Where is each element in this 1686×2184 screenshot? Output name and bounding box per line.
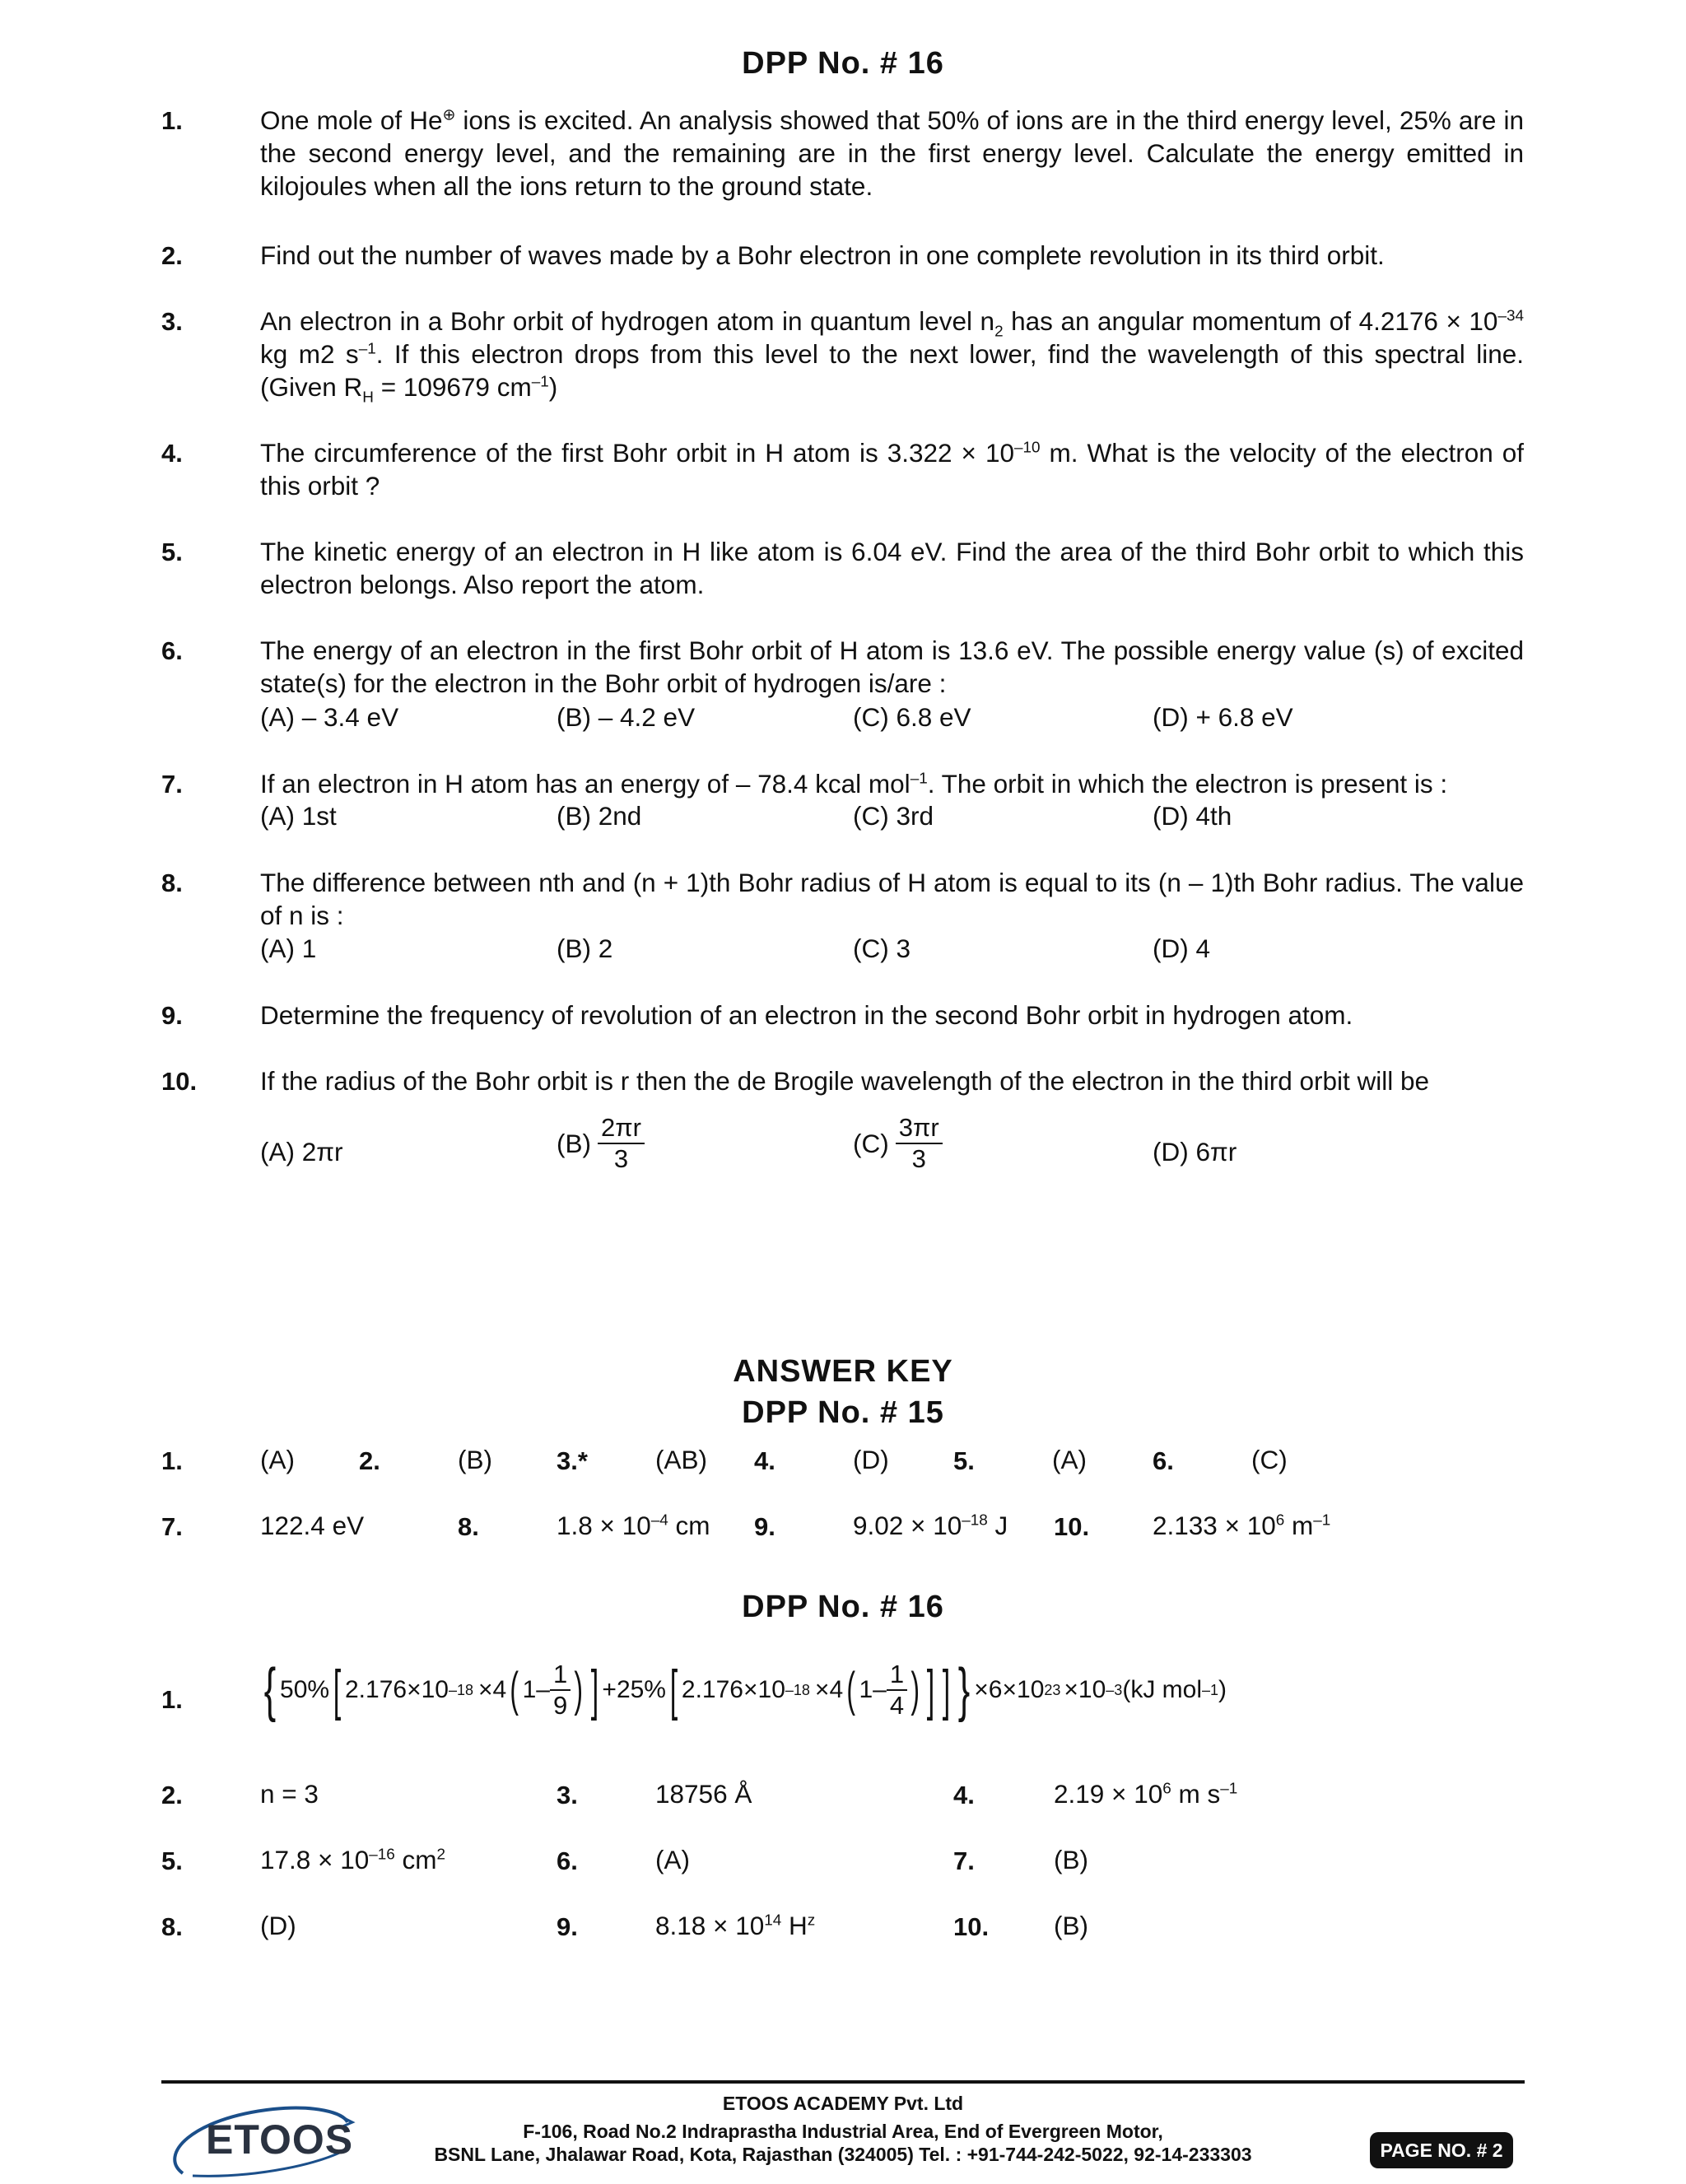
fraction: $\frac{2\pi r}{3}$ — [598, 1113, 645, 1174]
option-a: (A) 1 — [260, 934, 317, 963]
answer-number: 7. — [953, 1846, 975, 1875]
question-number: 5. — [161, 538, 183, 566]
answer-value: (D) — [853, 1445, 889, 1474]
question-number: 10. — [161, 1067, 198, 1096]
option-a: (A) 2πr — [260, 1137, 343, 1167]
question-number: 1. — [161, 106, 183, 135]
answer-number: 6. — [557, 1846, 578, 1875]
question-text: The difference between nth and (n + 1)th Bohr radius of H atom is equal to its (n – 1)th Bohr radius. The value of n is : — [260, 868, 1524, 930]
question-text: If the radius of the Bohr orbit is r then the de Brogile wavelength of the electron in the third orbit will be — [260, 1066, 1430, 1096]
answer-value: $17.8 \times 10^{-16}$ $cm^2$ — [260, 1845, 446, 1874]
answer-key-dpp15-title: DPP No. # 15 — [742, 1395, 944, 1430]
answer-formula: { 50% [ 2.176 ×10 –18 ×4 ( 1– $\frac{1}{9}$ ) ] +25% [ 2.176 ×10 –18 ×4 ( 1– $\frac{1}{4}$ ) ] ] } ×6×10 23 ×10 –3 (kJ mol –1 ) — [263, 1657, 1227, 1723]
question-number: 4. — [161, 439, 183, 468]
answer-number: 3.* — [557, 1446, 588, 1475]
answer-value: $8.18 \times 10^{14}$ $H^z$ — [655, 1911, 816, 1940]
answer-number: 2. — [161, 1781, 183, 1809]
footer-address-line2: BSNL Lane, Jhalawar Road, Kota, Rajasthan (324005) Tel. : +91-744-242-5022, 92-14-233303 — [434, 2144, 1252, 2165]
fraction: $\frac{1}{4}$ — [887, 1660, 907, 1721]
answer-number: 4. — [953, 1781, 975, 1809]
answer-number: 4. — [754, 1446, 775, 1475]
question-text: Find out the number of waves made by a Bohr electron in one complete revolution in its third orbit. — [260, 240, 1385, 270]
answer-key-dpp16-title: DPP No. # 16 — [742, 1590, 944, 1624]
answer-number: 10. — [1054, 1512, 1090, 1541]
answer-value: n = 3 — [260, 1779, 319, 1809]
option-c: (C) 6.8 eV — [853, 702, 971, 732]
answer-number: 1. — [161, 1446, 183, 1475]
answer-value: (C) — [1251, 1445, 1288, 1474]
option-d: (D) + 6.8 eV — [1153, 702, 1293, 732]
footer-company: ETOOS ACADEMY Pvt. Ltd — [722, 2093, 964, 2114]
answer-number: 2. — [359, 1446, 380, 1475]
question-text: If an electron in H atom has an energy of – 78.4 kcal mol$^{-1}$. The orbit in which the electron is present is : — [260, 769, 1448, 799]
question-text: The kinetic energy of an electron in H like atom is 6.04 eV. Find the area of the third Bohr orbit to which this electron belongs. Also report the atom. — [260, 537, 1524, 599]
fraction: $\frac{1}{9}$ — [550, 1660, 571, 1721]
answer-value: (B) — [1054, 1911, 1088, 1940]
answer-value: (B) — [458, 1445, 492, 1474]
answer-value: $9.02 \times 10^{-18}$ J — [853, 1511, 1008, 1540]
answer-number: 8. — [161, 1912, 183, 1941]
question-text: Determine the frequency of revolution of an electron in the second Bohr orbit in hydrogen atom. — [260, 1000, 1353, 1030]
option-c: (C) $\frac{3\pi r}{3}$ — [853, 1113, 943, 1174]
answer-number: 7. — [161, 1512, 183, 1541]
question-text: The circumference of the first Bohr orbit in H atom is $3.322 \times 10^{-10}$ m. What is the velocity of the electron of this orbit ? — [260, 438, 1524, 501]
answer-number: 6. — [1153, 1446, 1174, 1475]
question-number: 8. — [161, 868, 183, 897]
page-number-badge: PAGE NO. # 2 — [1370, 2132, 1513, 2168]
answer-key-title: ANSWER KEY — [733, 1354, 953, 1389]
option-d: (D) 4th — [1153, 801, 1232, 831]
answer-value: (A) — [260, 1445, 295, 1474]
answer-value: $2.133 \times 10^6$ $m^{-1}$ — [1153, 1511, 1331, 1540]
option-b: (B) $\frac{2\pi r}{3}$ — [557, 1113, 645, 1174]
option-d: (D) 6πr — [1153, 1137, 1237, 1167]
question-number: 9. — [161, 1001, 183, 1030]
option-b: (B) – 4.2 eV — [557, 702, 696, 732]
answer-number: 9. — [557, 1912, 578, 1941]
question-text: The energy of an electron in the first Bohr orbit of H atom is 13.6 eV. The possible energy value (s) of excited state(s) for the electron in the Bohr orbit of hydrogen is/are : — [260, 636, 1524, 698]
answer-value: 122.4 eV — [260, 1511, 365, 1540]
logo-text: ETOOS — [206, 2116, 354, 2163]
option-a: (A) 1st — [260, 801, 337, 831]
answer-value: (A) — [655, 1845, 690, 1874]
page-title: DPP No. # 16 — [742, 46, 944, 81]
answer-number: 10. — [953, 1912, 990, 1941]
question-number: 7. — [161, 770, 183, 799]
answer-value: (D) — [260, 1911, 296, 1940]
option-c: (C) 3 — [853, 934, 911, 963]
option-c: (C) 3rd — [853, 801, 934, 831]
footer-divider — [161, 2080, 1525, 2084]
answer-value: (AB) — [655, 1445, 707, 1474]
question-number: 6. — [161, 636, 183, 665]
answer-value: (A) — [1052, 1445, 1087, 1474]
answer-value: 18756 Å — [655, 1779, 752, 1809]
answer-number: 8. — [458, 1512, 479, 1541]
answer-value: (B) — [1054, 1845, 1088, 1874]
answer-number: 3. — [557, 1781, 578, 1809]
question-number: 3. — [161, 307, 183, 336]
answer-number: 5. — [953, 1446, 975, 1475]
answer-value: $1.8 \times 10^{-4}$ cm — [557, 1511, 710, 1540]
answer-number: 5. — [161, 1846, 183, 1875]
answer-number: 1. — [161, 1685, 183, 1714]
footer-address-line1: F-106, Road No.2 Indraprastha Industrial Area, End of Evergreen Motor, — [523, 2121, 1163, 2142]
option-b: (B) 2nd — [557, 801, 642, 831]
question-text: An electron in a Bohr orbit of hydrogen atom in quantum level $n_2$ has an angular momentum of $4.2176 \times 10^{-34}$ kg m2 $s^{-1}$. If this electron drops from this level to the next lower, find the wavelength of this spectral line. (Given $R_H = 109679$ $cm^{-1}$) — [260, 306, 1524, 407]
option-a: (A) – 3.4 eV — [260, 702, 399, 732]
option-b: (B) 2 — [557, 934, 613, 963]
question-text: One mole of He⊕ ions is excited. An analysis showed that 50% of ions are in the third energy level, 25% are in the second energy level, and the remaining are in the first energy level. Calculate the energy emitted in kilojoules when all the ions return to the ground state. — [260, 105, 1524, 201]
answer-number: 9. — [754, 1512, 775, 1541]
question-number: 2. — [161, 241, 183, 270]
fraction: $\frac{3\pi r}{3}$ — [896, 1113, 943, 1174]
option-d: (D) 4 — [1153, 934, 1210, 963]
answer-value: $2.19 \times 10^6$ m $s^{-1}$ — [1054, 1779, 1238, 1809]
